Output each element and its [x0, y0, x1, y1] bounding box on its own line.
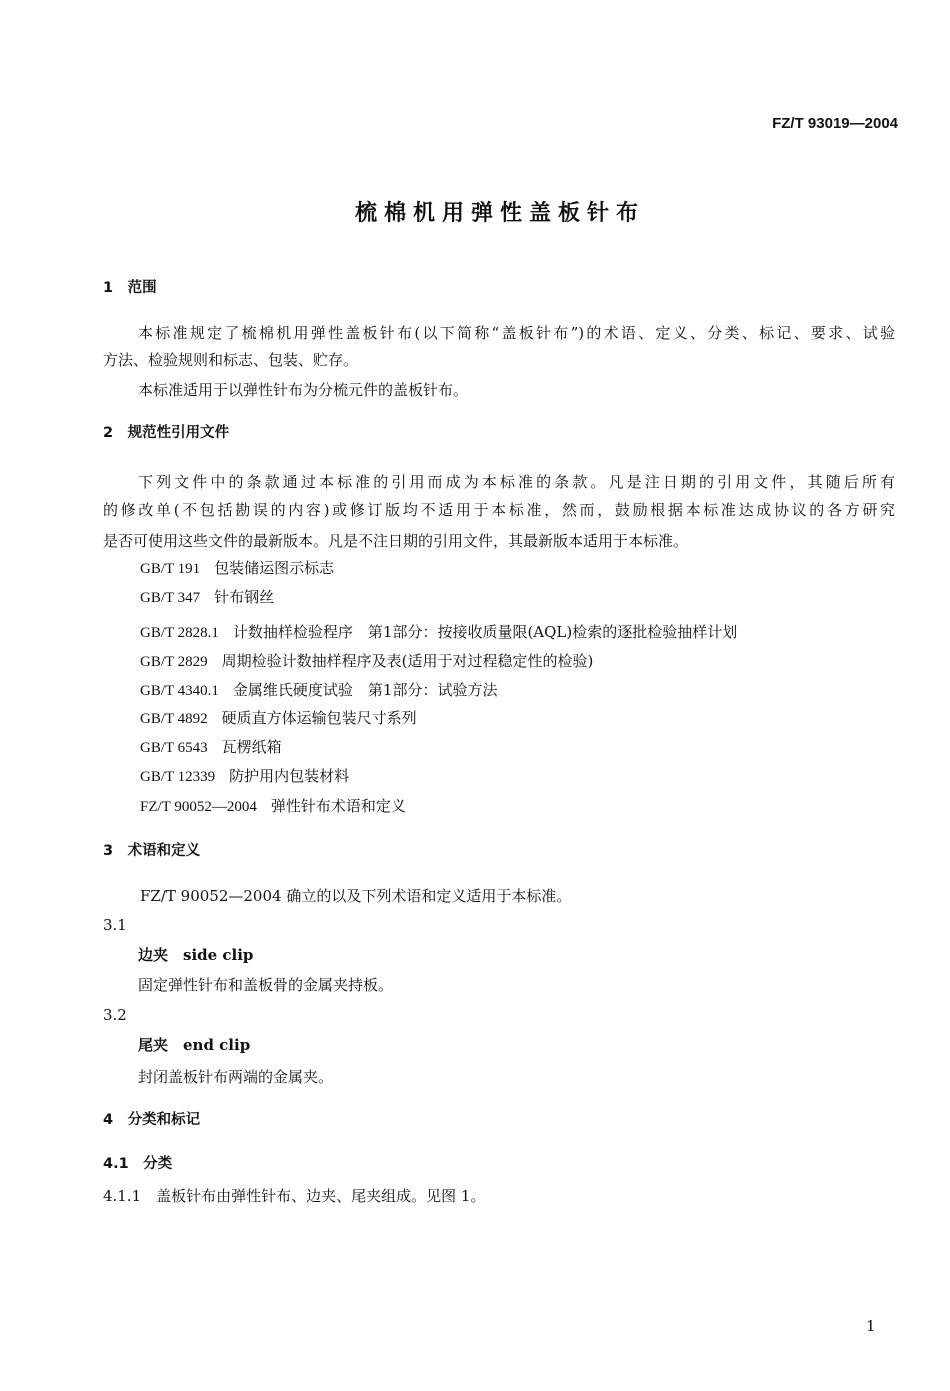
reference-item	[140, 796, 406, 817]
reference-code: GB/T 6543	[140, 740, 208, 756]
page-title: 梳棉机用弹性盖板针布	[354, 201, 645, 226]
paragraph: FZ/T 90052—2004 确立的以及下列术语和定义适用于本标准。	[140, 887, 572, 905]
term-name: 尾夹 end clip	[138, 1036, 251, 1054]
term-number: 3.1	[103, 916, 127, 934]
reference-item	[140, 558, 334, 579]
clause-item: 4.1.1 盖板针布由弹性针布、边夹、尾夹组成。见图 1。	[103, 1187, 486, 1205]
reference-title: 包装储运图示标志	[214, 559, 335, 577]
paragraph: 方法、检验规则和标志、包装、贮存。	[103, 351, 359, 369]
reference-title: 硬质直方体运输包装尺寸系列	[221, 709, 417, 727]
paragraph: 本标准适用于以弹性针布为分梳元件的盖板针布。	[138, 381, 469, 399]
reference-code: GB/T 2829	[140, 654, 208, 670]
paragraph: 是否可使用这些文件的最新版本。凡是不注日期的引用文件，其最新版本适用于本标准。	[103, 532, 689, 550]
section-heading: 1 范围	[103, 280, 157, 296]
subsection-heading: 4.1 分类	[103, 1156, 173, 1172]
reference-code: GB/T 347	[140, 590, 201, 606]
section-heading: 2 规范性引用文件	[103, 425, 230, 441]
paragraph: 的修改单(不包括勘误的内容)或修订版均不适用于本标准，然而，鼓励根据本标准达成协议的各方研究	[103, 501, 895, 519]
reference-item	[140, 622, 737, 643]
reference-code: GB/T 4340.1	[140, 683, 219, 699]
reference-code: FZ/T 90052—2004	[140, 799, 257, 815]
reference-item	[140, 680, 497, 701]
reference-title: 防护用内包装材料	[229, 767, 350, 785]
reference-code: GB/T 191	[140, 561, 201, 577]
reference-title: 计数抽样检验程序 第1部分：按接收质量限(AQL)检索的逐批检验抽样计划	[232, 623, 738, 641]
reference-title: 金属维氏硬度试验 第1部分：试验方法	[232, 681, 498, 699]
section-heading: 4 分类和标记	[103, 1112, 201, 1128]
reference-item	[140, 708, 417, 729]
section-heading: 3 术语和定义	[103, 843, 201, 859]
reference-title: 瓦楞纸箱	[221, 738, 282, 756]
term-definition: 固定弹性针布和盖板骨的金属夹持板。	[138, 976, 394, 994]
term-number: 3.2	[103, 1006, 127, 1024]
term-definition: 封闭盖板针布两端的金属夹。	[138, 1068, 334, 1086]
reference-item	[140, 651, 593, 672]
paragraph: 本标准规定了梳棉机用弹性盖板针布(以下简称“盖板针布”)的术语、定义、分类、标记、要求、试验	[138, 324, 895, 342]
reference-title: 针布钢丝	[214, 588, 275, 606]
page-number: 1	[866, 1317, 876, 1335]
reference-item	[140, 766, 349, 787]
reference-item	[140, 587, 274, 608]
paragraph: 下列文件中的条款通过本标准的引用而成为本标准的条款。凡是注日期的引用文件，其随后所有	[138, 473, 895, 491]
term-name: 边夹 side clip	[138, 946, 254, 964]
reference-code: GB/T 2828.1	[140, 625, 219, 641]
document-number: FZ/T 93019—2004	[772, 115, 898, 132]
reference-item	[140, 737, 282, 758]
reference-code: GB/T 12339	[140, 769, 216, 785]
reference-title: 弹性针布术语和定义	[270, 797, 406, 815]
reference-code: GB/T 4892	[140, 711, 208, 727]
reference-title: 周期检验计数抽样程序及表(适用于对过程稳定性的检验)	[221, 652, 594, 670]
